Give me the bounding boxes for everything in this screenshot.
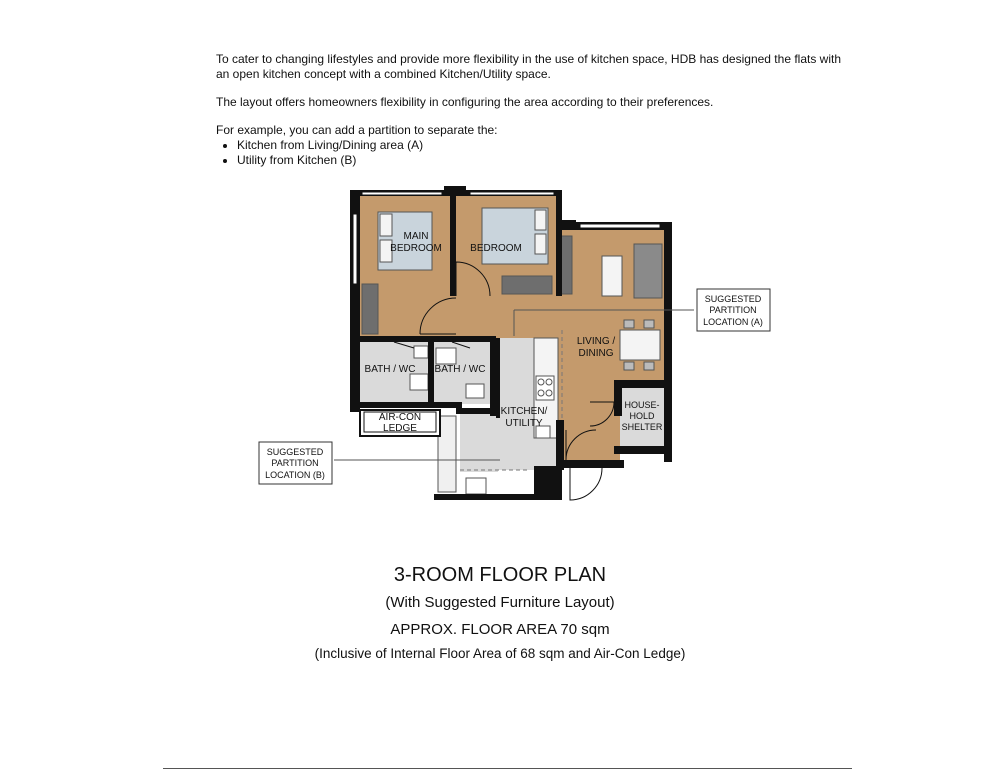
floor-area-note: (Inclusive of Internal Floor Area of 68 sqm and Air-Con Ledge) xyxy=(314,646,686,661)
callout-b-line-2: PARTITION xyxy=(271,458,319,468)
corridor-floor xyxy=(420,296,570,338)
wall-bath-top xyxy=(356,336,496,342)
callout-b-line-3: LOCATION (B) xyxy=(265,470,325,480)
label-shelter-1: HOUSE- xyxy=(624,400,660,410)
label-main-bedroom-1: MAIN xyxy=(403,231,429,242)
bedroom-pillow-1 xyxy=(535,210,546,230)
washing-machine xyxy=(466,478,486,494)
intro-paragraph-3: For example, you can add a partition to separate the: xyxy=(216,123,498,137)
intro-paragraph-1: To cater to changing lifestyles and provide more flexibility in the use of kitchen space, HDB has designed the flats with an open kitchen concept with a combined Kitchen/Utility space. xyxy=(216,52,842,81)
wall-bottom-pillar xyxy=(534,466,540,500)
label-shelter-2: HOLD xyxy=(629,411,655,421)
callout-b-line-1: SUGGESTED xyxy=(266,447,324,457)
wall-bath-mid xyxy=(428,340,434,404)
wall-top-notch xyxy=(444,186,466,196)
partition-bullet-b: • Utility from Kitchen (B) xyxy=(237,153,856,168)
toilet-2 xyxy=(436,348,456,364)
bedroom-wardrobe xyxy=(502,276,552,294)
label-living-1: LIVING / xyxy=(576,336,616,347)
wall-shelter-bottom xyxy=(614,446,670,454)
label-kitchen-2: UTILITY xyxy=(505,418,543,429)
wall-bottom xyxy=(434,494,534,500)
door-entry xyxy=(570,468,602,500)
label-living-2: DINING xyxy=(578,348,614,359)
bottom-rule xyxy=(163,768,852,769)
wall-shelter-top xyxy=(614,380,670,388)
main-wardrobe xyxy=(362,284,378,334)
wall-bath2-right xyxy=(490,340,496,416)
main-bed-pillow-1 xyxy=(380,214,392,236)
plan-subtitle: (With Suggested Furniture Layout) xyxy=(385,594,615,611)
floor-area: APPROX. FLOOR AREA 70 sqm xyxy=(390,621,610,638)
wall-bed-divider xyxy=(450,196,456,296)
plan-title: 3-ROOM FLOOR PLAN xyxy=(393,564,607,586)
wall-kitchen-left xyxy=(496,338,500,418)
label-main-bedroom-2: BEDROOM xyxy=(390,243,442,254)
bedroom-pillow-2 xyxy=(535,234,546,254)
window-main-bedroom xyxy=(362,192,442,195)
dining-chair-1 xyxy=(624,320,634,328)
label-kitchen-1: KITCHEN/ xyxy=(500,406,548,417)
callout-a-line-3: LOCATION (A) xyxy=(703,317,763,327)
dining-chair-4 xyxy=(644,362,654,370)
basin-1 xyxy=(414,346,428,358)
label-aircon-2: LEDGE xyxy=(383,423,417,434)
partition-bullet-a: • Kitchen from Living/Dining area (A) xyxy=(237,138,856,153)
wall-utility-top xyxy=(456,408,496,414)
dining-lower-floor xyxy=(558,380,620,460)
wall-bath-bottom xyxy=(356,402,456,408)
window-living xyxy=(580,224,660,228)
wall-right xyxy=(664,222,672,462)
dining-table xyxy=(620,330,660,360)
toilet-1 xyxy=(410,374,428,390)
window-bedroom xyxy=(470,192,554,195)
wall-entry-bottom xyxy=(562,460,624,468)
sofa xyxy=(634,244,662,298)
dining-chair-2 xyxy=(644,320,654,328)
callout-a-line-2: PARTITION xyxy=(709,305,757,315)
utility-floor xyxy=(460,412,498,472)
basin-2 xyxy=(466,384,484,398)
label-bath-1: BATH / WC xyxy=(364,364,416,375)
label-aircon-1: AIR-CON xyxy=(378,412,422,423)
callout-a-line-1: SUGGESTED xyxy=(704,294,762,304)
wall-bedroom-right xyxy=(556,196,562,296)
label-shelter-3: SHELTER xyxy=(621,422,663,432)
dining-chair-3 xyxy=(624,362,634,370)
window-left xyxy=(353,214,357,284)
wall-shelter-left xyxy=(614,380,622,416)
label-bedroom: BEDROOM xyxy=(470,243,522,254)
intro-paragraph-2: The layout offers homeowners flexibility in configuring the area according to their preferences. xyxy=(216,95,714,109)
label-bath-2: BATH / WC xyxy=(434,364,486,375)
coffee-table xyxy=(602,256,622,296)
wall-step xyxy=(556,220,576,230)
